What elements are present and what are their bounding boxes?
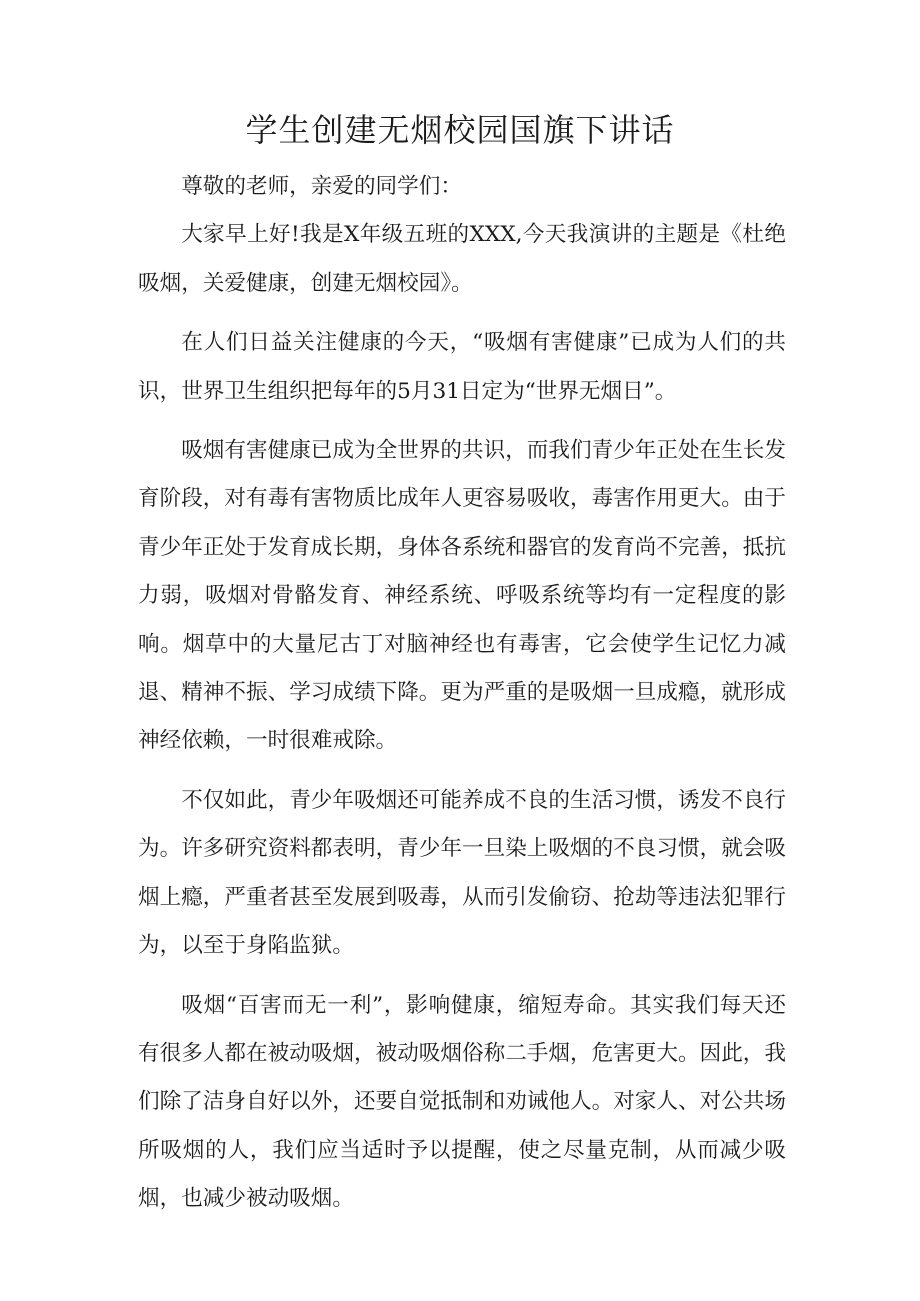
health-harm-paragraph: 吸烟有害健康已成为全世界的共识，而我们青少年正处在生长发育阶段，对有毒有害物质比成年人更容易吸收，毒害作用更大。由于青少年正处于发育成长期，身体各系统和器官的发育尚不完善，抵抗力弱，吸烟对骨骼发育、神经系统、呼吸系统等均有一定程度的影响。烟草中的大量尼古丁对脑神经也有毒害，它会使学生记忆力减退、精神不振、学习成绩下降。更为严重的是吸烟一旦成瘾，就形成神经依赖，一时很难戒除。 <box>138 438 786 754</box>
greeting-paragraph: 大家早上好!我是X年级五班的XXX,今天我演讲的主题是《杜绝吸烟，关爱健康，创建无烟校园》。 <box>138 222 786 296</box>
bad-habits-paragraph: 不仅如此，青少年吸烟还可能养成不良的生活习惯，诱发不良行为。许多研究资料都表明，青少年一旦染上吸烟的不良习惯，就会吸烟上瘾，严重者甚至发展到吸毒，从而引发偷窃、抢劫等违法犯罪行为，以至于身陷监狱。 <box>138 787 786 959</box>
salutation-paragraph: 尊敬的老师，亲爱的同学们： <box>181 174 462 199</box>
document-title: 学生创建无烟校园国旗下讲话 <box>245 111 675 149</box>
speech-body <box>138 163 786 1224</box>
passive-smoking-paragraph: 吸烟“百害而无一利”，影响健康，缩短寿命。其实我们每天还有很多人都在被动吸烟，被动吸烟俗称二手烟，危害更大。因此，我们除了洁身自好以外，还要自觉抵制和劝诫他人。对家人、对公共场所吸烟的人，我们应当适时予以提醒，使之尽量克制，从而减少吸烟，也减少被动吸烟。 <box>138 992 786 1212</box>
world-no-tobacco-day-paragraph: 在人们日益关注健康的今天，“吸烟有害健康”已成为人们的共识，世界卫生组织把每年的5月31日定为“世界无烟日”。 <box>138 330 786 404</box>
